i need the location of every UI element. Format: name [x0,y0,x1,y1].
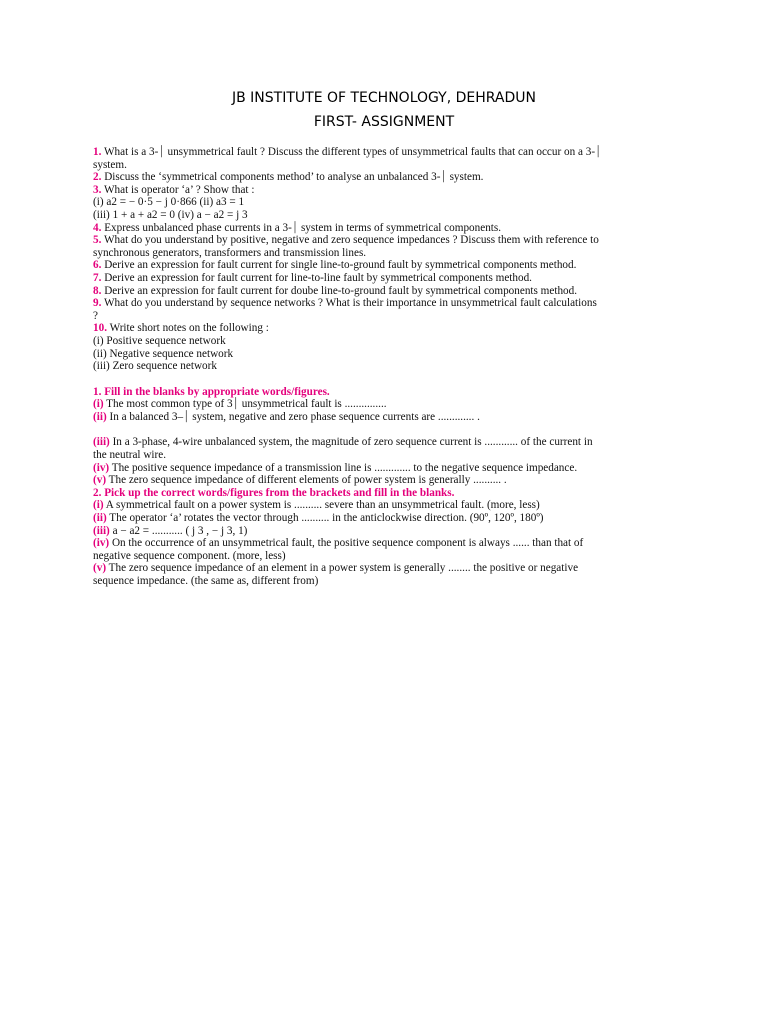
question-text: (iii) Zero sequence network [93,360,217,373]
question-item [93,146,603,171]
question-number: 10. [93,322,107,335]
blank-item [93,462,603,475]
pick-words-section [93,487,603,588]
item-text: A symmetrical fault on a power system is .......... severe than an unsymmetrical fault. (more, less) [103,499,540,512]
question-subitem [93,348,603,361]
question-number: 5. [93,234,102,247]
assignment-title: FIRST- ASSIGNMENT [313,114,455,130]
item-text: a − a2 = ........... ( j 3 , − j 3, 1) [109,524,248,537]
item-text: On the occurrence of an unsymmetrical fault, the positive sequence component is always ...... than that of negative sequence component. (more, less) [93,537,584,562]
item-number: (i) [93,499,104,512]
question-number: 7. [93,271,102,284]
question-number: 2. [93,171,102,184]
blank-item [93,474,603,487]
item-number: (ii) [93,410,107,423]
question-item [93,184,603,197]
question-text: What do you understand by sequence networks ? What is their importance in unsymmetrical fault calculations ? [93,297,597,322]
section-heading: 1. Fill in the blanks by appropriate words/figures. [93,385,330,398]
question-item [93,272,603,285]
question-item [93,259,603,272]
question-subitem [93,209,603,222]
pick-item [93,525,603,538]
question-text: (ii) Negative sequence network [93,347,234,360]
question-text: Discuss the ‘symmetrical components method’ to analyse an unbalanced 3-⏐ system. [101,171,484,184]
pick-item [93,537,603,562]
item-number: (v) [93,562,107,575]
item-gap [93,423,603,436]
item-text: The zero sequence impedance of different elements of power system is generally .......... . [106,474,507,487]
question-subitem [93,360,603,373]
question-text: (i) a2 = − 0·5 − j 0·866 (ii) a3 = 1 [93,196,245,209]
section-gap [93,373,603,386]
question-text: What do you understand by positive, negative and zero sequence impedances ? Discuss them with reference to synchronous generators, transformers and transmission lines. [93,234,599,259]
item-text: The most common type of 3⏐ unsymmetrical fault is ............... [103,398,387,411]
question-item [93,297,603,322]
question-number: 3. [93,183,102,196]
item-text: In a 3-phase, 4-wire unbalanced system, the magnitude of zero sequence current is ............ of the current in the neutral wire. [93,436,593,462]
item-text: In a balanced 3–⏐ system, negative and zero phase sequence currents are ............. . [106,410,480,423]
blank-item [93,436,603,461]
question-text: Derive an expression for fault current for single line-to-ground fault by symmetrical components method. [101,259,577,272]
question-item [93,322,603,335]
item-number: (iv) [93,461,110,474]
question-text: Derive an expression for fault current for line-to-line fault by symmetrical components method. [101,271,532,284]
item-number: (ii) [93,512,107,525]
question-text: Write short notes on the following : [106,322,269,335]
question-number: 1. [93,146,102,158]
question-text: Express unbalanced phase currents in a 3-⏐ system in terms of symmetrical components. [101,221,502,234]
question-text: (i) Positive sequence network [93,334,226,347]
item-number: (iv) [93,537,110,550]
item-number: (i) [93,398,104,411]
question-item [93,222,603,235]
item-number: (v) [93,474,107,487]
blank-item [93,398,603,411]
item-number: (iii) [93,436,110,449]
section-heading: 2. Pick up the correct words/figures from the brackets and fill in the blanks. [93,486,455,499]
question-number: 4. [93,221,102,234]
question-number: 8. [93,284,102,297]
fill-blanks-section [93,386,603,487]
question-subitem [93,196,603,209]
question-item [93,234,603,259]
item-number: (iii) [93,524,110,537]
item-text: The positive sequence impedance of a transmission line is ............. to the negative sequence impedance. [109,461,578,474]
institute-title: JB INSTITUTE OF TECHNOLOGY, DEHRADUN [231,90,537,106]
pick-item [93,512,603,525]
question-text: What is operator ‘a’ ? Show that : [101,183,255,196]
question-item [93,285,603,298]
question-number: 6. [93,259,102,272]
item-text: The operator ‘a’ rotates the vector through .......... in the anticlockwise direction. (90º, 120º, 180º) [106,512,544,525]
question-list [93,146,603,373]
pick-item [93,499,603,512]
question-text: (iii) 1 + a + a2 = 0 (iv) a − a2 = j 3 [93,208,248,221]
question-number: 9. [93,297,102,310]
item-text: The zero sequence impedance of an element in a power system is generally ........ the positive or negative sequence impedance. (the same as, different from) [93,562,579,587]
question-item [93,171,603,184]
question-text: What is a 3-⏐ unsymmetrical fault ? Discuss the different types of unsymmetrical faults that can occur on a 3-⏐ system. [93,146,602,171]
pick-item [93,562,603,587]
assignment-body [93,146,603,588]
question-subitem [93,335,603,348]
blank-item [93,411,603,424]
question-text: Derive an expression for fault current for doube line-to-ground fault by symmetrical components method. [101,284,578,297]
